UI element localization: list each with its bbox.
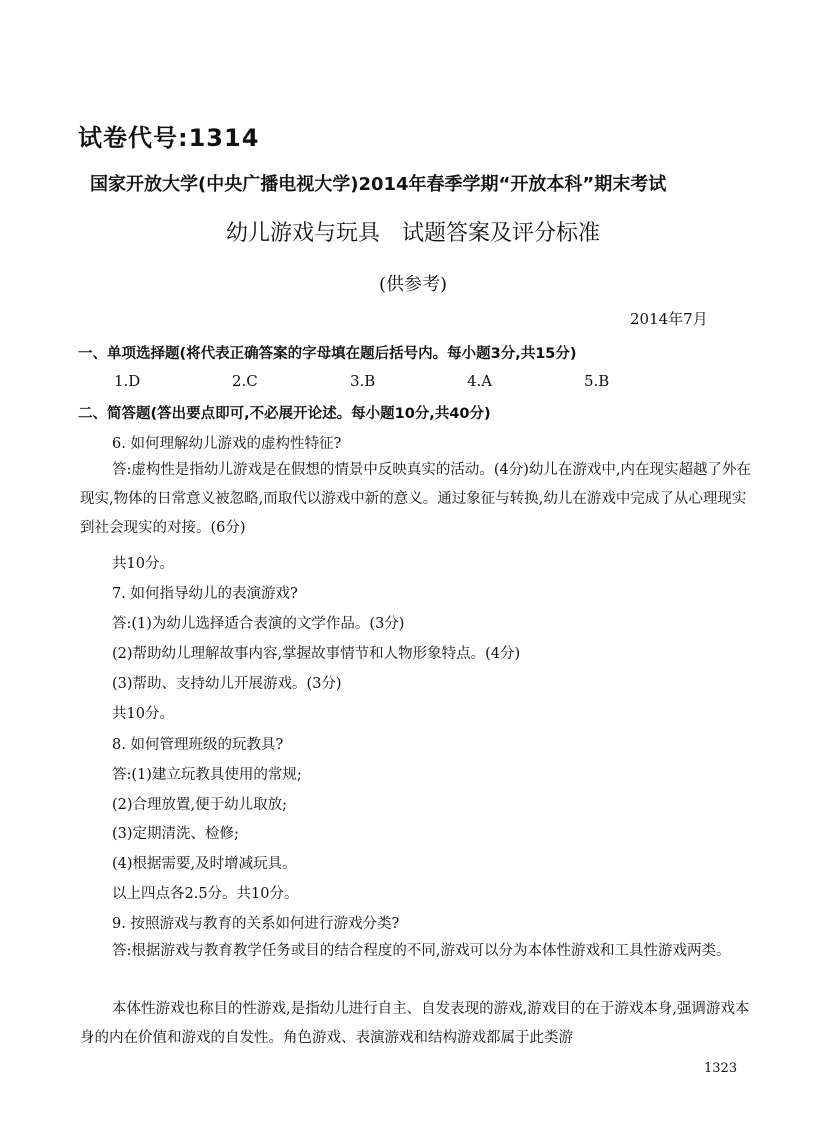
answer-2: 2.C bbox=[232, 372, 258, 390]
section1-heading: 一、单项选择题(将代表正确答案的字母填在题后括号内。每小题3分,共15分) bbox=[78, 346, 577, 362]
answer-5: 5.B bbox=[584, 372, 610, 390]
question-7-total: 共10分。 bbox=[112, 706, 174, 722]
question-9-answer: 答:根据游戏与教育教学任务或目的结合程度的不同,游戏可以分为本体性游戏和工具性游戏两类。 bbox=[112, 943, 731, 959]
question-8-answer-1: 答:(1)建立玩教具使用的常规; bbox=[112, 767, 302, 783]
question-6: 6. 如何理解幼儿游戏的虚构性特征? bbox=[112, 436, 342, 452]
page-number: 1323 bbox=[704, 1061, 738, 1076]
question-9: 9. 按照游戏与教育的关系如何进行游戏分类? bbox=[112, 916, 400, 932]
answer-3: 3.B bbox=[350, 372, 376, 390]
question-6-total: 共10分。 bbox=[112, 556, 174, 572]
question-7-answer-2: (2)帮助幼儿理解故事内容,掌握故事情节和人物形象特点。(4分) bbox=[112, 646, 521, 662]
question-7-answer-3: (3)帮助、支持幼儿开展游戏。(3分) bbox=[112, 676, 342, 692]
page-title: 幼儿游戏与玩具 试题答案及评分标准 bbox=[225, 221, 600, 246]
question-6-answer: 答:虚构性是指幼儿游戏是在假想的情景中反映真实的活动。(4分)幼儿在游戏中,内在现实超越了外在现实,物体的日常意义被忽略,而取代以游戏中新的意义。通过象征与转换,幼儿在游戏中完成了从心理现实到社会现实的对接。(6分) bbox=[80, 462, 752, 536]
subtitle: (供参考) bbox=[378, 274, 448, 295]
exam-date: 2014年7月 bbox=[630, 310, 708, 328]
paper-code: 试卷代号:1314 bbox=[78, 124, 260, 152]
question-8: 8. 如何管理班级的玩教具? bbox=[112, 737, 284, 753]
question-7-answer-1: 答:(1)为幼儿选择适合表演的文学作品。(3分) bbox=[112, 616, 405, 632]
question-8-answer-4: (4)根据需要,及时增减玩具。 bbox=[112, 856, 297, 872]
question-8-answer-3: (3)定期清洗、检修; bbox=[112, 826, 239, 842]
answer-1: 1.D bbox=[114, 372, 141, 390]
question-8-answer-2: (2)合理放置,便于幼儿取放; bbox=[112, 797, 288, 813]
answer-4: 4.A bbox=[467, 372, 493, 390]
question-9-paragraph-2: 本体性游戏也称目的性游戏,是指幼儿进行自主、自发表现的游戏,游戏目的在于游戏本身,强调游戏本身的内在价值和游戏的自发性。角色游戏、表演游戏和结构游戏都属于此类游 bbox=[80, 1001, 750, 1046]
exam-line: 国家开放大学(中央广播电视大学)2014年春季学期“开放本科”期末考试 bbox=[90, 174, 667, 195]
section2-heading: 二、简答题(答出要点即可,不必展开论述。每小题10分,共40分) bbox=[78, 406, 491, 422]
question-8-total: 以上四点各2.5分。共10分。 bbox=[112, 886, 299, 902]
question-7: 7. 如何指导幼儿的表演游戏? bbox=[112, 586, 298, 602]
